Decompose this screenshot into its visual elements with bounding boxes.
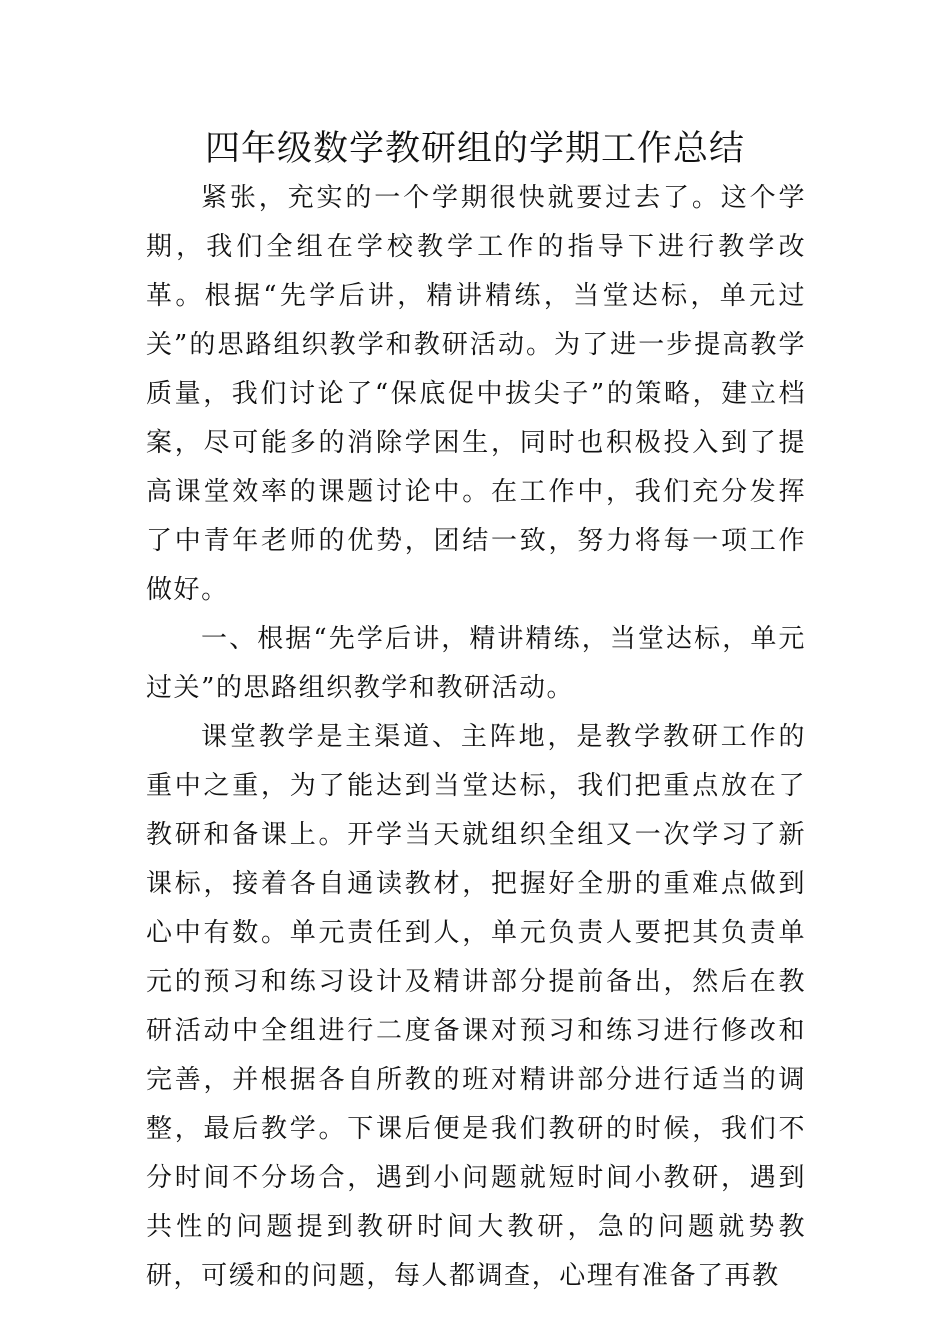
paragraph-classroom-teaching: 课堂教学是主渠道、主阵地，是教学教研工作的重中之重，为了能达到当堂达标，我们把重点放在了教研和备课上。开学当天就组织全组又一次学习了新课标，接着各自通读教材，把握好全册的重难点做到心中有数。单元责任到人，单元负责人要把其负责单元的预习和练习设计及精讲部分提前备出，然后在教研活动中全组进行二度备课对预习和练习进行修改和完善，并根据各自所教的班对精讲部分进行适当的调整，最后教学。下课后便是我们教研的时候，我们不分时间不分场合，遇到小问题就短时间小教研，遇到共性的问题提到教研时间大教研，急的问题就势教研，可缓和的问题，每人都调查，心理有准备了再教 — [146, 722, 806, 1291]
paragraph-section-heading-1: 一、根据“先学后讲，精讲精练，当堂达标，单元过关”的思路组织教学和教研活动。 — [146, 624, 806, 703]
document-body — [146, 174, 806, 1301]
document-title: 四年级数学教研组的学期工作总结 — [204, 129, 745, 169]
paragraph-intro: 紧张，充实的一个学期很快就要过去了。这个学期，我们全组在学校教学工作的指导下进行教学改革。根据“先学后讲，精讲精练，当堂达标，单元过关”的思路组织教学和教研活动。为了进一步提高教学质量，我们讨论了“保底促中拔尖子”的策略，建立档案，尽可能多的消除学困生，同时也积极投入到了提高课堂效率的课题讨论中。在工作中，我们充分发挥了中青年老师的优势，团结一致，努力将每一项工作做好。 — [146, 183, 806, 605]
